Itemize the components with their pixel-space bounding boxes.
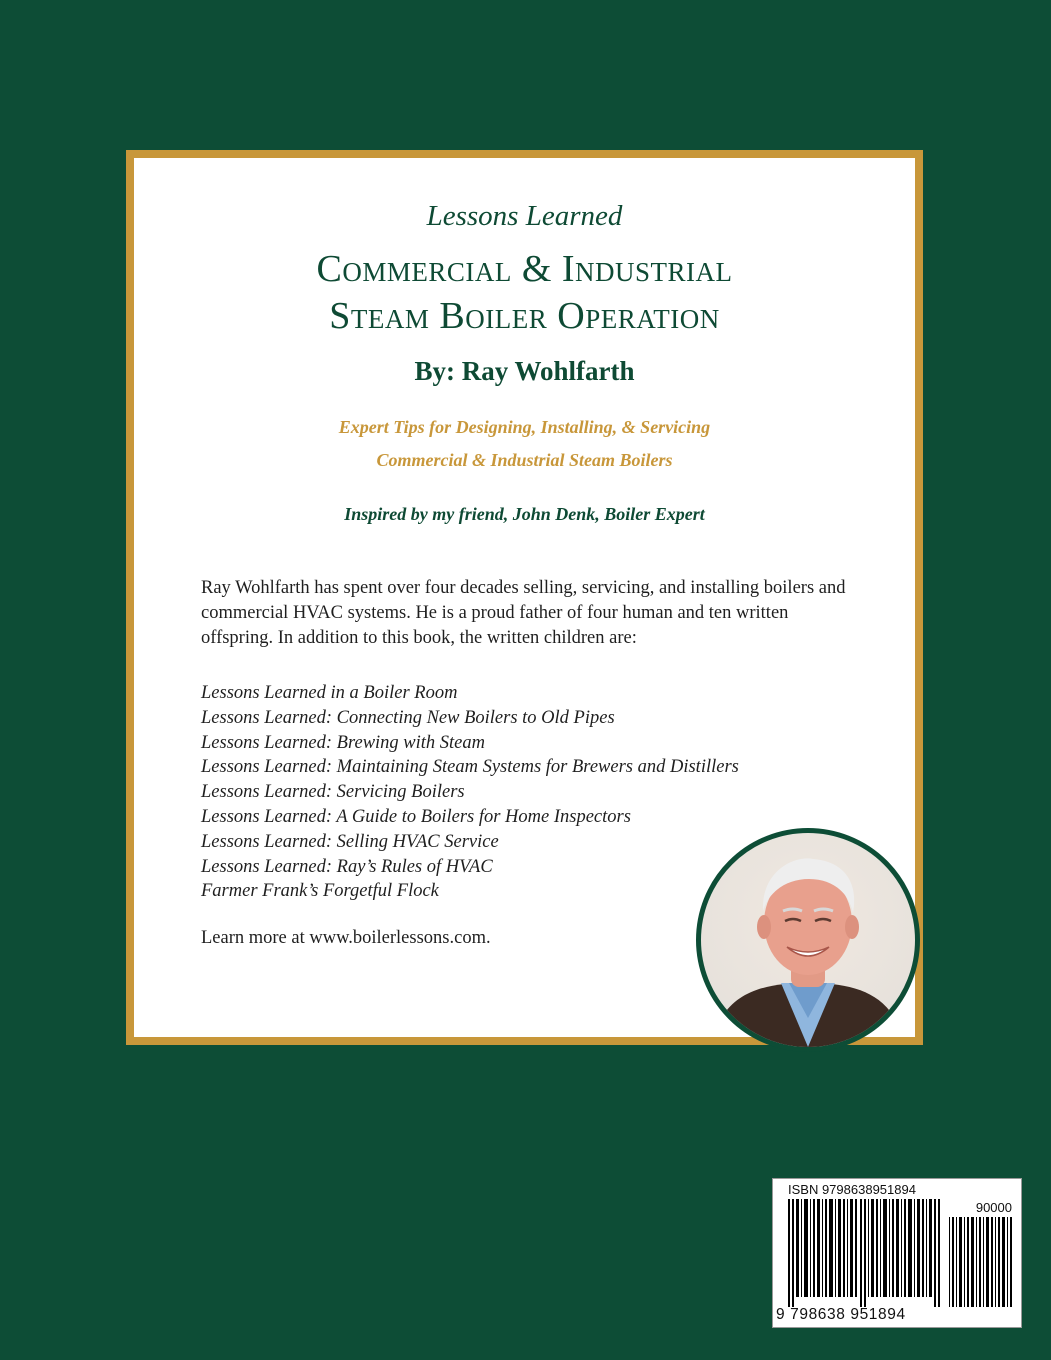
book-list-item: Lessons Learned: Brewing with Steam <box>201 732 486 753</box>
series-title: Lessons Learned <box>426 200 623 232</box>
tagline-line-1: Expert Tips for Designing, Installing, & Servicing <box>338 417 711 437</box>
tagline-line-2: Commercial & Industrial Steam Boilers <box>376 450 673 470</box>
barcode-ean-number: 9 798638 951894 <box>776 1306 906 1323</box>
book-list-item: Lessons Learned: Maintaining Steam Systems for Brewers and Distillers <box>201 757 739 778</box>
barcode-addon-number: 90000 <box>975 1200 1012 1215</box>
book-title-line-2: Steam Boiler Operation <box>329 295 720 337</box>
author-portrait-icon <box>701 833 915 1047</box>
isbn-barcode <box>772 1178 1022 1328</box>
book-list-item: Lessons Learned: Selling HVAC Service <box>201 831 499 852</box>
isbn-label: ISBN 9798638951894 <box>788 1182 916 1197</box>
author-portrait-photo <box>696 828 920 1052</box>
book-list-item: Lessons Learned in a Boiler Room <box>201 683 458 703</box>
book-list-item: Lessons Learned: Connecting New Boilers to Old Pipes <box>201 707 615 728</box>
dedication-line: Inspired by my friend, John Denk, Boiler Expert <box>344 504 705 524</box>
barcode-bars-main <box>788 1199 940 1307</box>
book-title-line-1: Commercial & Industrial <box>316 248 733 290</box>
author-bio: Ray Wohlfarth has spent over four decades selling, servicing, and installing boilers and commercial HVAC systems. He is a proud father of four human and ten written offspring. In addition to this book, the written children are: <box>201 578 846 648</box>
book-list <box>201 681 739 904</box>
book-list-item: Lessons Learned: Servicing Boilers <box>201 782 465 803</box>
book-list-item: Farmer Frank’s Forgetful Flock <box>201 881 439 902</box>
book-list-item: Lessons Learned: A Guide to Boilers for Home Inspectors <box>201 806 631 827</box>
barcode-bars-addon <box>949 1217 1013 1307</box>
author-line: By: Ray Wohlfarth <box>414 356 635 386</box>
book-list-item: Lessons Learned: Ray’s Rules of HVAC <box>201 856 493 877</box>
back-cover-panel <box>126 150 923 1045</box>
website-line: Learn more at www.boilerlessons.com. <box>201 928 491 948</box>
